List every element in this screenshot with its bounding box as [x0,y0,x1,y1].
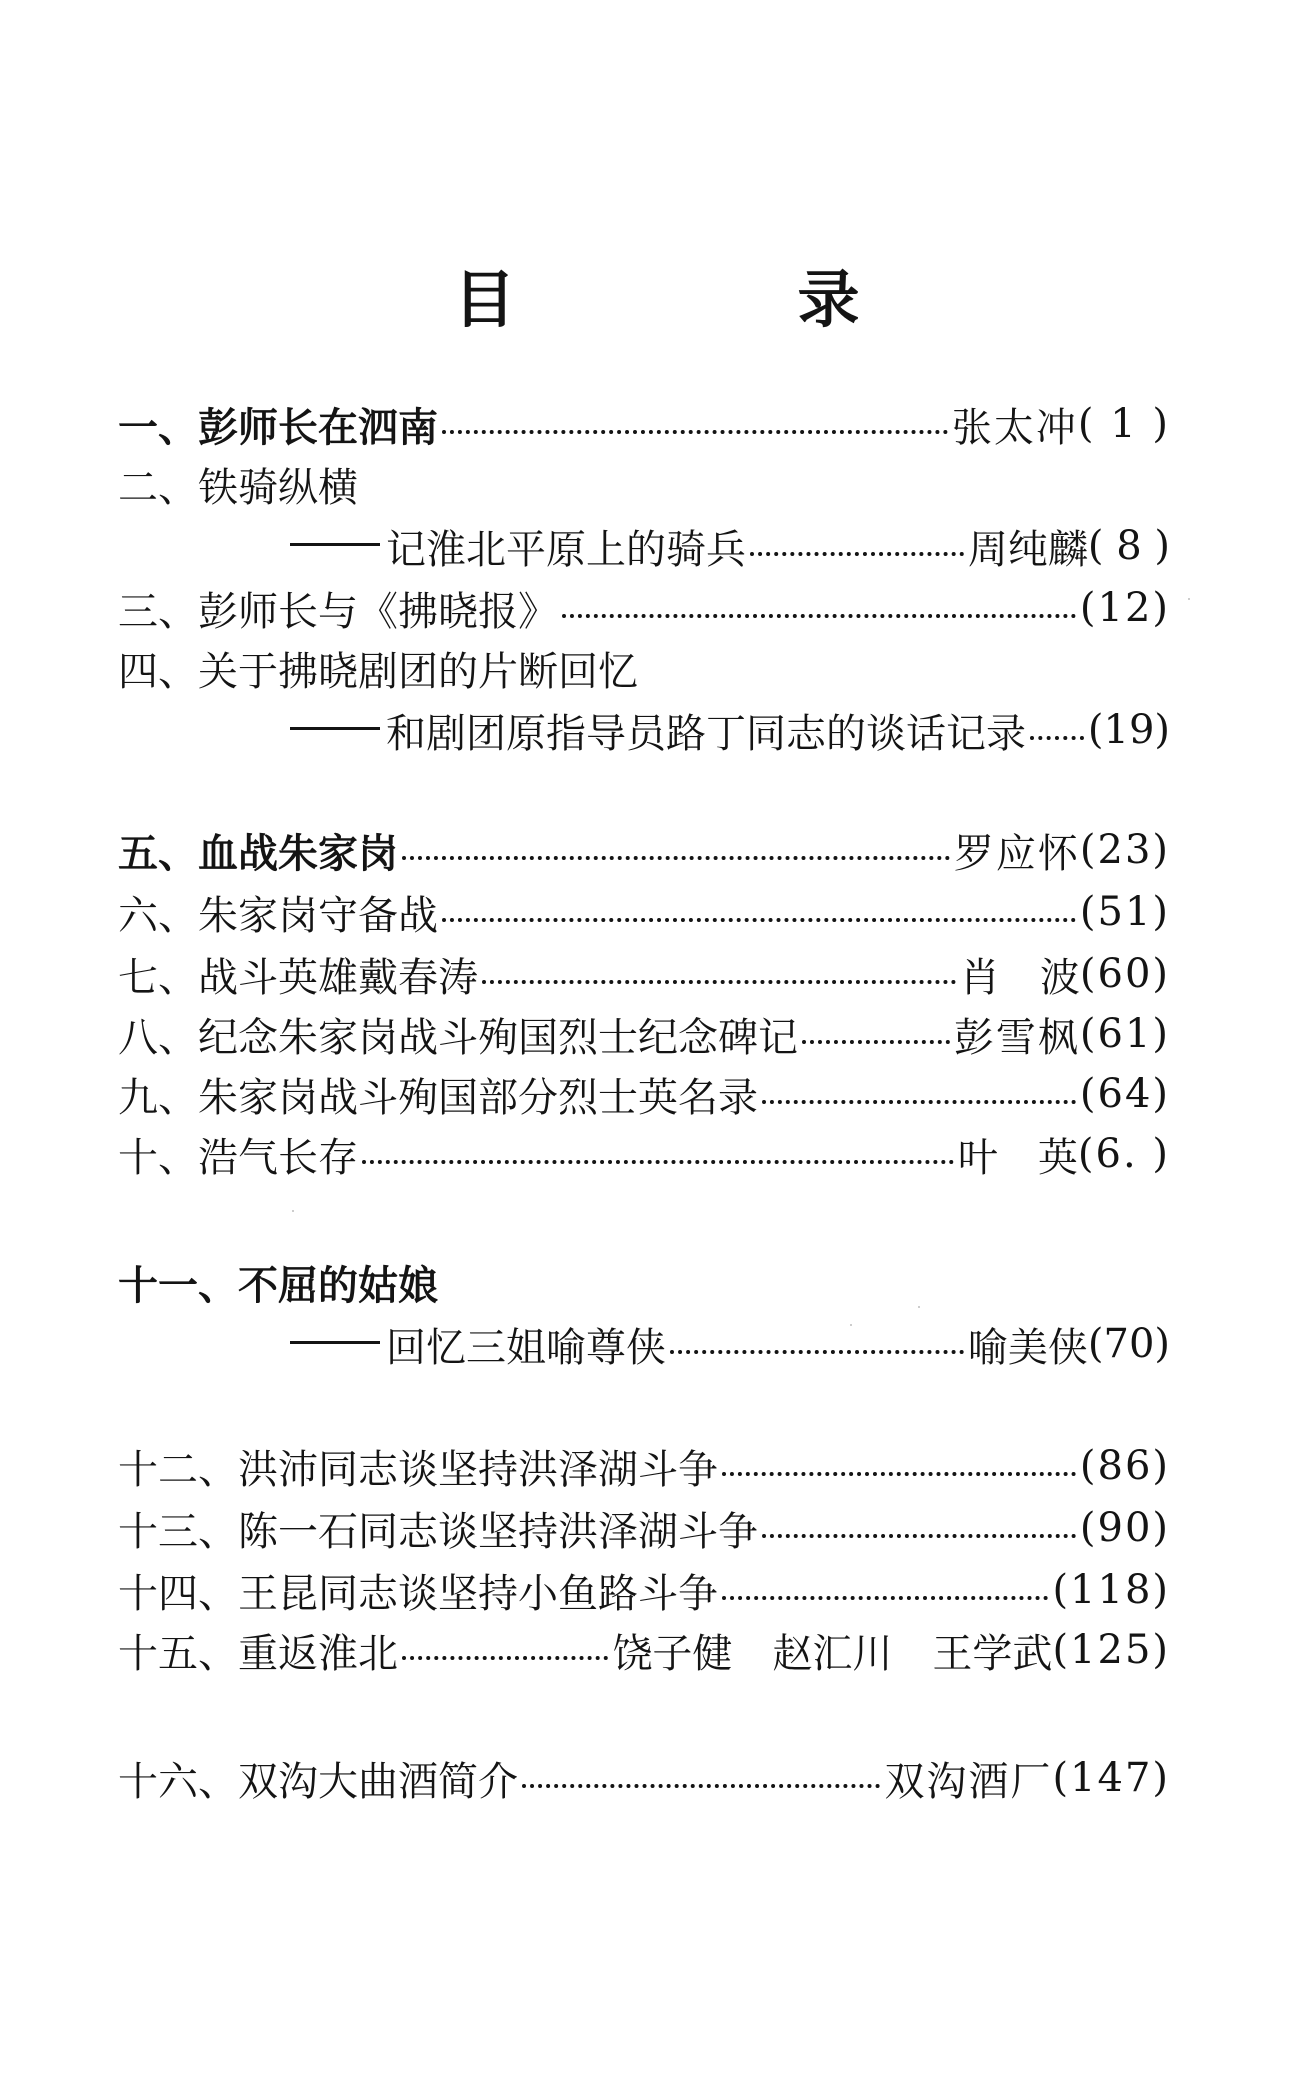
entry-author: 张太冲 [951,404,1078,451]
toc-entry [118,394,1170,454]
dot-leader [562,588,1076,628]
entry-number: 六、 [118,892,198,939]
toc-entry [118,1620,1170,1680]
entry-number: 七、 [118,954,198,1001]
toc-entry [118,1124,1170,1184]
dot-leader [750,526,964,566]
entry-title: 彭师长在泗南 [198,403,438,451]
entry-subtitle: 记淮北平原上的骑兵 [386,526,746,573]
toc-subentry [290,1314,1170,1374]
toc-subentry [290,516,1170,576]
entry-title: 浩气长存 [198,1134,358,1181]
entry-number: 十二、 [118,1446,238,1493]
entry-author: 罗应怀 [953,830,1080,877]
entry-title: 双沟大曲酒简介 [238,1758,518,1805]
entry-number: 十一、 [118,1261,238,1309]
dot-leader [402,1630,608,1670]
scan-speck [1188,598,1190,600]
entry-page: (60) [1079,951,1170,997]
entry-title: 战斗英雄戴春涛 [198,954,478,1001]
toc-entry [118,1064,1170,1124]
entry-page: ( 1 ) [1077,401,1170,447]
entry-number: 八、 [118,1014,198,1061]
entry-number: 十三、 [118,1508,238,1555]
entry-page: (86) [1079,1443,1170,1489]
dot-leader [722,1570,1048,1610]
entry-number: 十四、 [118,1570,238,1617]
toc-entry [118,578,1170,638]
entry-title: 王昆同志谈坚持小鱼路斗争 [238,1570,718,1617]
entry-title: 朱家岗战斗殉国部分烈士英名录 [198,1074,758,1121]
dot-leader [722,1446,1076,1486]
entry-author: 叶 英 [957,1134,1078,1181]
entry-author: 周纯麟 [967,526,1088,573]
entry-title: 重返淮北 [238,1630,398,1677]
dot-leader [802,1014,950,1054]
dot-leader [402,830,950,870]
entry-title: 纪念朱家岗战斗殉国烈士纪念碑记 [198,1014,798,1061]
toc-entry [118,1004,1170,1064]
toc-entry [118,1560,1170,1620]
em-dash [290,1341,380,1344]
entry-page: (147) [1052,1755,1170,1801]
entry-page: (61) [1079,1011,1170,1057]
toc-entry [118,1498,1170,1558]
entry-subtitle: 回忆三姐喻尊侠 [386,1324,666,1371]
entry-title: 血战朱家岗 [198,829,398,877]
entry-number: 十、 [118,1134,198,1181]
entry-author: 肖 波 [959,954,1080,1001]
entry-number: 二、 [118,464,198,511]
entry-page: (118) [1052,1567,1170,1613]
toc-subentry [290,700,1170,760]
entry-page: (90) [1079,1505,1170,1551]
dot-leader [442,892,1076,932]
dot-leader [442,404,948,444]
entry-page: (51) [1079,889,1170,935]
em-dash [290,727,380,730]
scan-speck [292,1210,294,1212]
entry-number: 三、 [118,588,198,635]
entry-title: 铁骑纵横 [198,464,358,511]
dot-leader [362,1134,954,1174]
entry-page: (19) [1087,707,1170,753]
dot-leader [670,1324,964,1364]
dot-leader [762,1074,1076,1114]
toc-entry [118,882,1170,942]
entry-page: ( 8 ) [1087,523,1170,569]
entry-page: (125) [1052,1627,1170,1673]
toc-entry [118,1252,1170,1312]
entry-title: 关于拂晓剧团的片断回忆 [198,648,638,695]
entry-title: 洪沛同志谈坚持洪泽湖斗争 [238,1446,718,1493]
entry-page: (6. ) [1077,1131,1170,1177]
dot-leader [522,1758,880,1798]
entry-number: 一、 [118,403,198,451]
entry-page: (23) [1079,827,1170,873]
entry-number: 十六、 [118,1758,238,1805]
em-dash [290,543,380,546]
entry-author: 喻美侠 [967,1324,1088,1371]
toc-entry [118,638,1170,698]
entry-author: 彭雪枫 [953,1014,1080,1061]
toc-entry [118,1436,1170,1496]
entry-title: 不屈的姑娘 [238,1261,438,1309]
entry-page: (70) [1087,1321,1170,1367]
entry-page: (64) [1079,1071,1170,1117]
dot-leader [762,1508,1076,1548]
entry-page: (12) [1079,585,1170,631]
page-title: 目 录 [453,263,970,336]
entry-number: 十五、 [118,1630,238,1677]
toc-entry [118,944,1170,1004]
dot-leader [482,954,956,994]
entry-author: 双沟酒厂 [884,1758,1053,1805]
toc-entry [118,454,1170,514]
entry-number: 五、 [118,829,198,877]
entry-number: 四、 [118,648,198,695]
entry-title: 彭师长与《拂晓报》 [198,588,558,635]
entry-author: 饶子健 赵汇川 王学武 [612,1630,1053,1677]
entry-title: 陈一石同志谈坚持洪泽湖斗争 [238,1508,758,1555]
entry-title: 朱家岗守备战 [198,892,438,939]
toc-entry [118,1748,1170,1808]
dot-leader [1030,710,1084,750]
entry-number: 九、 [118,1074,198,1121]
toc-entry [118,820,1170,880]
entry-subtitle: 和剧团原指导员路丁同志的谈话记录 [386,710,1026,757]
scan-speck [918,1306,920,1308]
scan-speck [850,1324,852,1326]
